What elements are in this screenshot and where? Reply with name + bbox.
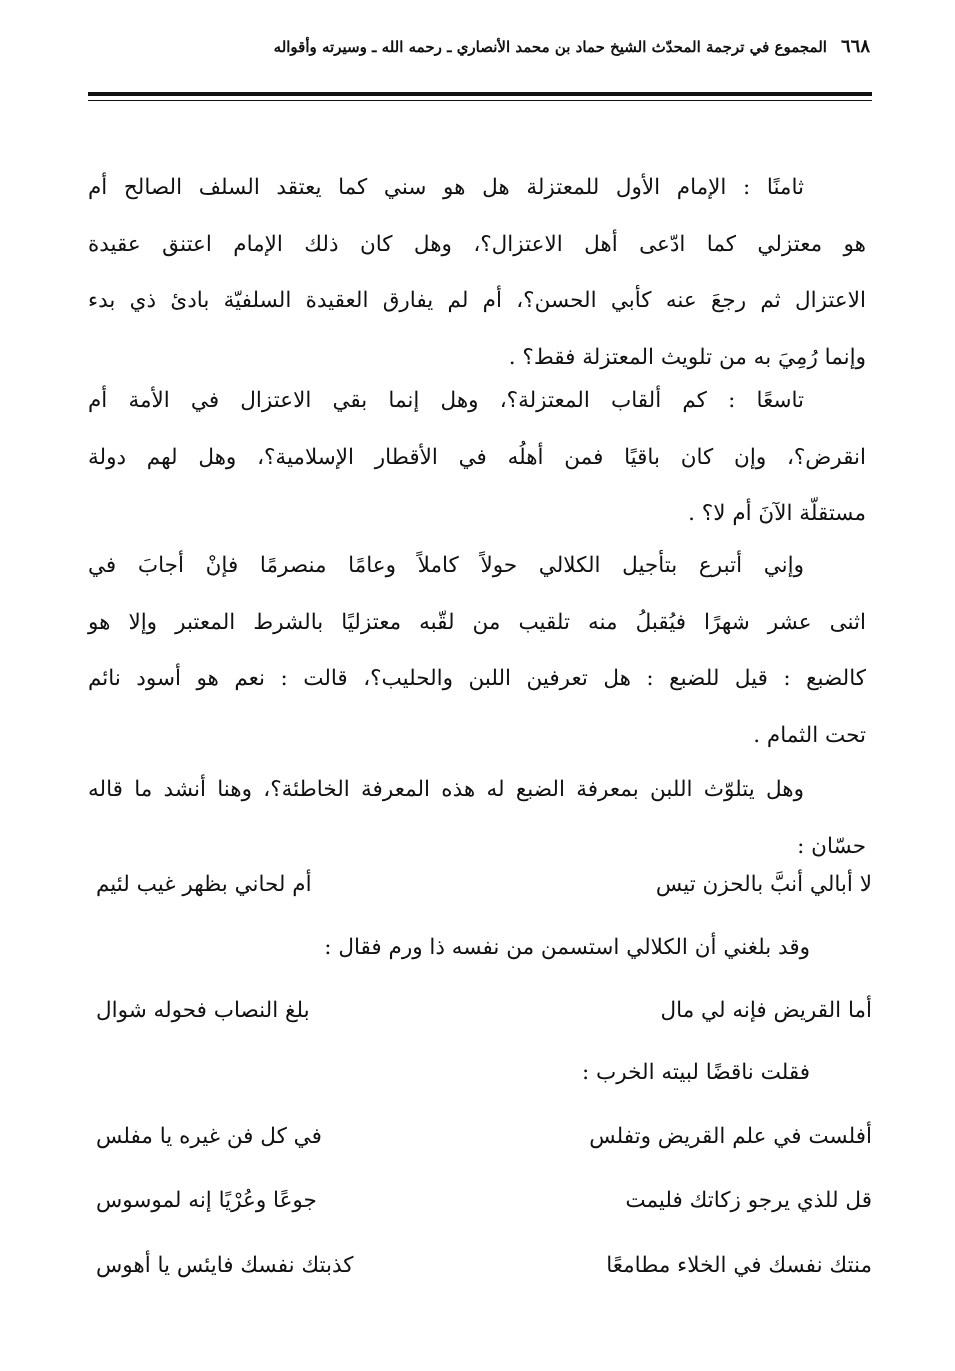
verse-second-hemistich: جوعًا وعُرْيًا إنه لموسوس: [96, 1188, 317, 1213]
text-line: ثامنًا : الإمام الأول للمعتزلة هل هو سني كما يعتقد السلف الصالح أم: [88, 175, 804, 200]
reply-intro-line: فقلت ناقضًا لبيته الخرب :: [581, 1060, 810, 1085]
verse-second-hemistich: في كل فن غيره يا مفلس: [96, 1124, 322, 1149]
text-line: كالضبع : قيل للضبع : هل تعرفين اللبن والحليب؟، قالت : نعم هو أسود نائم: [88, 666, 866, 691]
text-line: تحت الثمام .: [753, 722, 866, 748]
text-line: حسّان :: [797, 833, 866, 859]
verse-first-hemistich: قل للذي يرجو زكاتك فليمت: [625, 1188, 872, 1213]
text-line: اثنى عشر شهرًا فيُقبلُ منه تلقيب من لقّبه معتزليًا بالشرط المعتبر وإلا هو: [88, 609, 866, 635]
text-line: تاسعًا : كم ألقاب المعتزلة؟، وهل إنما بقي الاعتزال في الأمة أم: [88, 388, 804, 413]
verse-first-hemistich: منتك نفسك في الخلاء مطامعًا: [606, 1253, 872, 1278]
text-line: وهل يتلوّث اللبن بمعرفة الضبع له هذه المعرفة الخاطئة؟، وهنا أنشد ما قاله: [88, 777, 804, 802]
verse-second-hemistich: أم لحاني بظهر غيب لئيم: [96, 872, 312, 897]
paragraph-ninth: [88, 373, 866, 543]
text-line: مستقلّة الآنَ أم لا؟ .: [688, 501, 866, 526]
paragraph-eighth: [88, 160, 866, 386]
header-rule-thin: [88, 100, 872, 101]
verse-second-hemistich: بلغ النصاب فحوله شوال: [96, 998, 310, 1023]
intro-line: وقد بلغني أن الكلالي استسمن من نفسه ذا ورم فقال :: [324, 935, 810, 960]
verse-first-hemistich: لا أبالي أنبَّ بالحزن تيس: [655, 872, 872, 897]
running-title: المجموع في ترجمة المحدّث الشيخ حماد بن محمد الأنصاري ـ رحمه الله ـ وسيرته وأقواله: [273, 38, 827, 56]
page-number: ٦٦٨: [840, 36, 870, 57]
text-line: هو معتزلي كما ادّعى أهل الاعتزال؟، وهل كان ذلك الإمام اعتنق عقيدة: [88, 231, 866, 257]
verse-first-hemistich: أفلست في علم القريض وتفلس: [589, 1124, 872, 1149]
header-rule-thick: [88, 92, 872, 96]
verse-second-hemistich: كذبتك نفسك فايئس يا أهوس: [96, 1253, 354, 1278]
paragraph-hassan-intro: [88, 762, 866, 875]
text-line: انقرض؟، وإن كان باقيًا فمن أهلُه في الأقطار الإسلامية؟، وهل لهم دولة: [88, 444, 866, 470]
text-line: وإنما رُمِيَ به من تلويث المعتزلة فقط؟ .: [508, 344, 866, 370]
text-line: الاعتزال ثم رجعَ عنه كأبي الحسن؟، أم لم يفارق العقيدة السلفيّة بادئ ذي بدء: [88, 288, 866, 313]
running-header: [90, 36, 870, 57]
text-line: وإني أتبرع بتأجيل الكلالي حولاً كاملاً وعامًا منصرمًا فإنْ أجابَ في: [88, 553, 804, 578]
verse-first-hemistich: أما القريض فإنه لي مال: [660, 998, 872, 1023]
paragraph-challenge: [88, 538, 866, 764]
